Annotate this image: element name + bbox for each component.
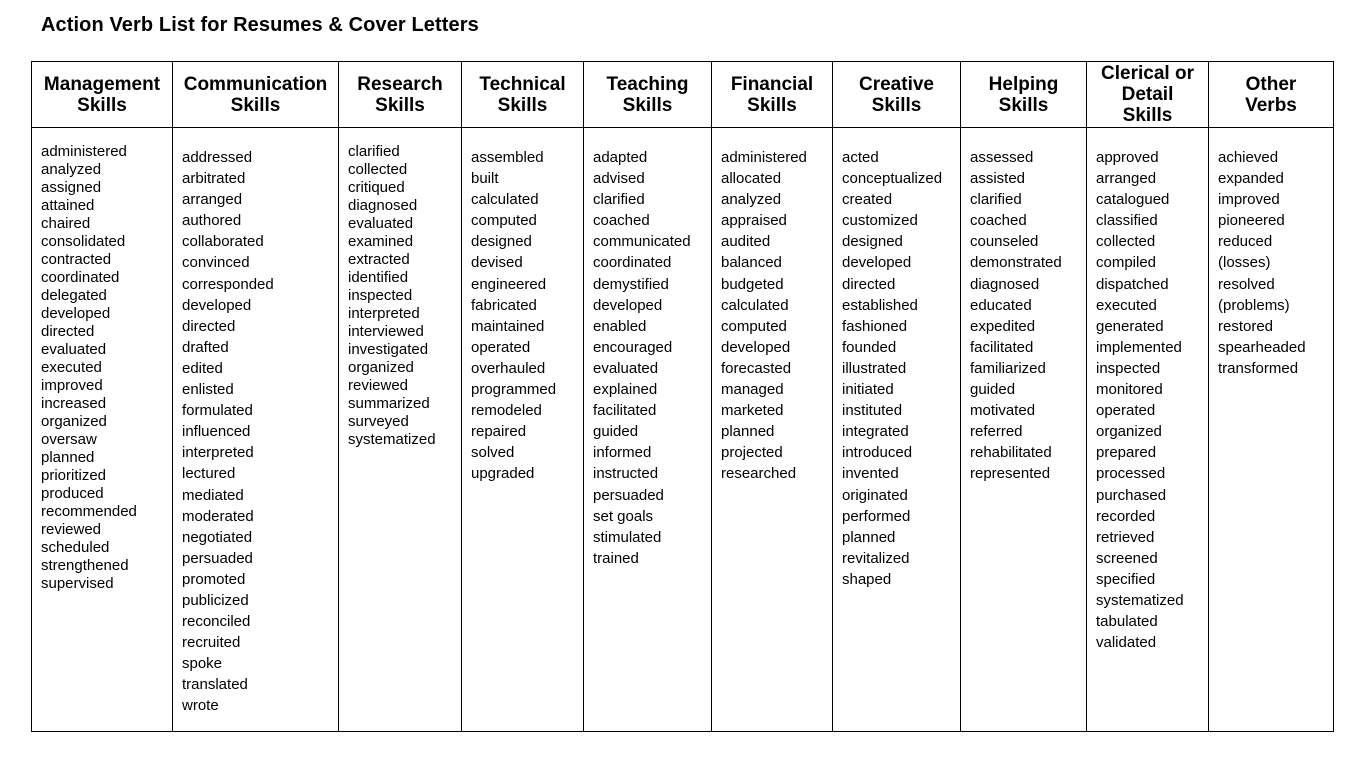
verb-item: facilitated — [970, 338, 1034, 356]
verb-item: instituted — [842, 402, 903, 420]
verb-cell-management — [32, 128, 173, 732]
column-header-management — [32, 62, 173, 128]
verb-item: designed — [842, 233, 903, 251]
verb-item: compiled — [1096, 254, 1157, 272]
verb-item: programmed — [471, 381, 557, 399]
verb-item: directed — [41, 323, 95, 340]
verb-item: transformed — [1218, 359, 1299, 377]
verb-item: revitalized — [842, 549, 910, 567]
verb-list — [721, 147, 832, 485]
verb-cell-creative — [833, 128, 961, 732]
verb-cell-other — [1209, 128, 1334, 732]
verb-item: persuaded — [593, 486, 664, 504]
verb-item: audited — [721, 233, 771, 251]
verb-item: clarified — [970, 191, 1022, 209]
verb-item: generated — [1096, 317, 1164, 335]
verb-cell-helping — [961, 128, 1087, 732]
header-line: Detail — [1121, 84, 1174, 105]
verb-item: forecasted — [721, 359, 792, 377]
verb-item: educated — [970, 296, 1032, 314]
verb-item: (problems) — [1218, 296, 1290, 314]
verb-item: enlisted — [182, 381, 234, 399]
verb-item: interpreted — [182, 444, 254, 462]
verb-item: counseled — [970, 233, 1039, 251]
verb-item: collaborated — [182, 233, 264, 251]
verb-item: reviewed — [41, 521, 102, 538]
verb-item: assigned — [41, 179, 102, 196]
column-header-communication — [173, 62, 339, 128]
verb-item: demystified — [593, 275, 669, 293]
verb-item: instructed — [593, 465, 659, 483]
verb-item: developed — [842, 254, 912, 272]
verb-item: solved — [471, 444, 515, 462]
verb-item: evaluated — [348, 215, 414, 232]
verb-item: referred — [970, 423, 1023, 441]
header-line: Technical — [479, 73, 566, 95]
verb-cell-financial — [712, 128, 833, 732]
verb-item: arbitrated — [182, 170, 246, 188]
verb-item: enabled — [593, 317, 647, 335]
verb-item: budgeted — [721, 275, 784, 293]
verb-item: managed — [721, 381, 784, 399]
column-header-research — [339, 62, 462, 128]
verb-item: engineered — [471, 275, 547, 293]
column-header-technical — [462, 62, 584, 128]
verb-item: directed — [182, 317, 236, 335]
verb-item: organized — [1096, 423, 1162, 441]
verb-item: summarized — [348, 395, 430, 412]
verb-item: upgraded — [471, 465, 535, 483]
header-line: Skills — [375, 94, 425, 116]
verb-item: executed — [1096, 296, 1157, 314]
verb-item: expanded — [1218, 170, 1284, 188]
verb-item: coached — [970, 212, 1027, 230]
verb-item: operated — [1096, 402, 1156, 420]
verb-item: allocated — [721, 170, 782, 188]
verb-item: inspected — [1096, 359, 1161, 377]
verb-item: attained — [41, 197, 95, 214]
verb-list — [471, 147, 583, 485]
verb-item: catalogued — [1096, 191, 1170, 209]
verb-item: wrote — [182, 697, 219, 715]
verb-item: computed — [721, 317, 787, 335]
verb-item: administered — [41, 143, 127, 160]
header-line: Clerical or — [1101, 63, 1194, 84]
verb-item: interviewed — [348, 323, 424, 340]
verb-item: analyzed — [721, 191, 782, 209]
verb-item: surveyed — [348, 413, 409, 430]
verb-item: coordinated — [41, 269, 120, 286]
verb-item: familiarized — [970, 359, 1046, 377]
verb-item: publicized — [182, 591, 249, 609]
verb-item: negotiated — [182, 528, 253, 546]
verb-cell-clerical — [1087, 128, 1209, 732]
verb-item: organized — [348, 359, 414, 376]
verb-item: prepared — [1096, 444, 1157, 462]
verb-item: diagnosed — [970, 275, 1040, 293]
verb-item: recruited — [182, 634, 241, 652]
verb-item: reconciled — [182, 613, 251, 631]
verb-item: classified — [1096, 212, 1158, 230]
verb-item: represented — [970, 465, 1051, 483]
verb-item: authored — [182, 212, 242, 230]
verb-item: performed — [842, 507, 911, 525]
verb-item: coached — [593, 212, 650, 230]
verb-item: balanced — [721, 254, 782, 272]
verb-item: arranged — [182, 191, 243, 209]
column-header-teaching — [584, 62, 712, 128]
verb-cell-research — [339, 128, 462, 732]
verb-item: monitored — [1096, 381, 1163, 399]
column-header-clerical — [1087, 62, 1209, 128]
verb-item: appraised — [721, 212, 787, 230]
verb-item: improved — [1218, 191, 1280, 209]
verb-item: evaluated — [41, 341, 107, 358]
verb-item: investigated — [348, 341, 429, 358]
verb-item: conceptualized — [842, 170, 943, 188]
header-line: Skills — [77, 94, 127, 116]
verb-item: produced — [41, 485, 104, 502]
verb-list — [970, 147, 1086, 485]
verb-item: identified — [348, 269, 409, 286]
verb-item: remodeled — [471, 402, 542, 420]
verb-item: guided — [593, 423, 639, 441]
header-line: Skills — [998, 94, 1049, 116]
verbs-row — [32, 128, 1334, 732]
verb-item: trained — [593, 549, 639, 567]
verb-item: coordinated — [593, 254, 672, 272]
verb-item: increased — [41, 395, 107, 412]
verb-item: developed — [41, 305, 111, 322]
verb-item: developed — [182, 296, 252, 314]
verb-item: achieved — [1218, 149, 1279, 166]
verb-item: initiated — [842, 381, 894, 399]
verb-item: rehabilitated — [970, 444, 1052, 462]
verb-item: strengthened — [41, 557, 129, 574]
verb-item: validated — [1096, 634, 1157, 652]
verb-item: examined — [348, 233, 414, 250]
verb-item: invented — [842, 465, 899, 483]
verb-item: integrated — [842, 423, 909, 441]
verb-item: repaired — [471, 423, 527, 441]
verb-item: lectured — [182, 465, 236, 483]
verb-item: reduced — [1218, 233, 1273, 251]
verb-item: resolved — [1218, 275, 1275, 293]
verb-item: developed — [721, 338, 791, 356]
column-header-creative — [833, 62, 961, 128]
verb-item: promoted — [182, 570, 246, 588]
verb-item: (losses) — [1218, 254, 1271, 272]
verb-list — [348, 143, 461, 449]
verb-item: encouraged — [593, 338, 673, 356]
verb-item: administered — [721, 149, 807, 166]
verb-item: computed — [471, 212, 537, 230]
verb-item: planned — [41, 449, 95, 466]
column-header-helping — [961, 62, 1087, 128]
verb-item: pioneered — [1218, 212, 1285, 230]
verb-item: expedited — [970, 317, 1036, 335]
verb-item: established — [842, 296, 918, 314]
verb-item: customized — [842, 212, 918, 230]
verb-item: fabricated — [471, 296, 537, 314]
verb-item: executed — [41, 359, 102, 376]
verb-item: spearheaded — [1218, 338, 1306, 356]
verb-item: oversaw — [41, 431, 97, 448]
verb-item: retrieved — [1096, 528, 1155, 546]
verb-item: motivated — [970, 402, 1036, 420]
verb-item: consolidated — [41, 233, 126, 250]
verb-item: screened — [1096, 549, 1158, 567]
header-line: Helping — [988, 73, 1059, 95]
verb-item: directed — [842, 275, 896, 293]
verb-item: assessed — [970, 149, 1034, 166]
verb-list — [182, 147, 338, 717]
verb-item: calculated — [721, 296, 789, 314]
page-title: Action Verb List for Resumes & Cover Letters — [41, 14, 479, 36]
verb-item: critiqued — [348, 179, 405, 196]
verb-item: introduced — [842, 444, 913, 462]
verb-item: guided — [970, 381, 1016, 399]
verb-item: illustrated — [842, 359, 907, 377]
verb-item: drafted — [182, 338, 229, 356]
verb-item: assembled — [471, 149, 544, 166]
verb-item: recommended — [41, 503, 137, 520]
verb-item: reviewed — [348, 377, 409, 394]
verb-list — [593, 147, 711, 569]
verb-item: set goals — [593, 507, 654, 525]
verb-item: translated — [182, 676, 248, 694]
header-line: Verbs — [1245, 94, 1297, 116]
verb-item: mediated — [182, 486, 244, 504]
verb-item: communicated — [593, 233, 691, 251]
verb-item: approved — [1096, 149, 1159, 166]
verb-item: restored — [1218, 317, 1274, 335]
verb-item: convinced — [182, 254, 250, 272]
verb-list — [1096, 147, 1208, 653]
verb-item: influenced — [182, 423, 251, 441]
verb-item: scheduled — [41, 539, 110, 556]
header-line: Other — [1245, 73, 1297, 95]
verb-item: contracted — [41, 251, 112, 268]
verb-item: improved — [41, 377, 103, 394]
verb-item: processed — [1096, 465, 1166, 483]
header-line: Skills — [1122, 105, 1173, 126]
verb-item: diagnosed — [348, 197, 418, 214]
verb-item: created — [842, 191, 893, 209]
verb-item: stimulated — [593, 528, 662, 546]
verb-item: edited — [182, 359, 223, 377]
verb-item: corresponded — [182, 275, 274, 293]
verb-item: addressed — [182, 149, 253, 166]
header-line: Research — [357, 73, 443, 95]
header-line: Management — [43, 73, 161, 95]
verb-item: evaluated — [593, 359, 659, 377]
verb-item: developed — [593, 296, 663, 314]
header-line: Communication — [183, 73, 328, 95]
header-line: Skills — [871, 94, 922, 116]
verb-item: specified — [1096, 570, 1156, 588]
verb-item: purchased — [1096, 486, 1167, 504]
verb-item: planned — [842, 528, 896, 546]
verb-item: formulated — [182, 402, 253, 420]
verb-list — [1218, 147, 1333, 379]
verb-item: tabulated — [1096, 613, 1158, 631]
header-line: Skills — [497, 94, 548, 116]
verb-item: fashioned — [842, 317, 908, 335]
verb-item: implemented — [1096, 338, 1182, 356]
header-line: Creative — [859, 73, 934, 95]
verb-item: marketed — [721, 402, 784, 420]
verb-item: demonstrated — [970, 254, 1062, 272]
header-row — [32, 62, 1334, 128]
verb-item: facilitated — [593, 402, 657, 420]
verb-item: systematized — [348, 431, 436, 448]
verb-item: chaired — [41, 215, 91, 232]
verb-list — [842, 147, 960, 590]
verb-item: projected — [721, 444, 783, 462]
verb-cell-technical — [462, 128, 584, 732]
verb-item: extracted — [348, 251, 410, 268]
verb-item: organized — [41, 413, 107, 430]
verb-item: arranged — [1096, 170, 1157, 188]
verb-item: inspected — [348, 287, 413, 304]
verb-item: collected — [348, 161, 408, 178]
verb-item: collected — [1096, 233, 1156, 251]
header-line: Skills — [622, 94, 673, 116]
verb-item: maintained — [471, 317, 545, 335]
action-verb-table — [31, 61, 1334, 732]
verb-cell-communication — [173, 128, 339, 732]
verb-cell-teaching — [584, 128, 712, 732]
verb-item: supervised — [41, 575, 114, 592]
verb-item: originated — [842, 486, 908, 504]
column-header-financial — [712, 62, 833, 128]
verb-item: analyzed — [41, 161, 102, 178]
verb-item: overhauled — [471, 359, 546, 377]
header-line: Teaching — [606, 73, 689, 95]
verb-item: researched — [721, 465, 797, 483]
column-header-other — [1209, 62, 1334, 128]
verb-list — [41, 143, 172, 593]
header-line: Skills — [230, 94, 281, 116]
verb-item: explained — [593, 381, 658, 399]
verb-item: delegated — [41, 287, 107, 304]
verb-item: operated — [471, 338, 531, 356]
verb-item: designed — [471, 233, 532, 251]
verb-item: adapted — [593, 149, 648, 166]
verb-item: prioritized — [41, 467, 107, 484]
verb-item: shaped — [842, 570, 892, 588]
header-line: Skills — [747, 94, 797, 116]
verb-item: founded — [842, 338, 897, 356]
verb-item: dispatched — [1096, 275, 1169, 293]
verb-item: clarified — [593, 191, 645, 209]
verb-item: advised — [593, 170, 645, 188]
verb-item: calculated — [471, 191, 539, 209]
verb-item: planned — [721, 423, 775, 441]
verb-item: systematized — [1096, 591, 1184, 609]
verb-item: persuaded — [182, 549, 253, 567]
verb-item: acted — [842, 149, 879, 166]
verb-item: assisted — [970, 170, 1026, 188]
verb-item: built — [471, 170, 499, 188]
verb-item: devised — [471, 254, 523, 272]
verb-item: spoke — [182, 655, 223, 673]
verb-item: clarified — [348, 143, 400, 160]
header-line: Financial — [730, 73, 814, 95]
verb-item: informed — [593, 444, 652, 462]
verb-item: interpreted — [348, 305, 420, 322]
verb-item: recorded — [1096, 507, 1156, 525]
verb-item: moderated — [182, 507, 254, 525]
